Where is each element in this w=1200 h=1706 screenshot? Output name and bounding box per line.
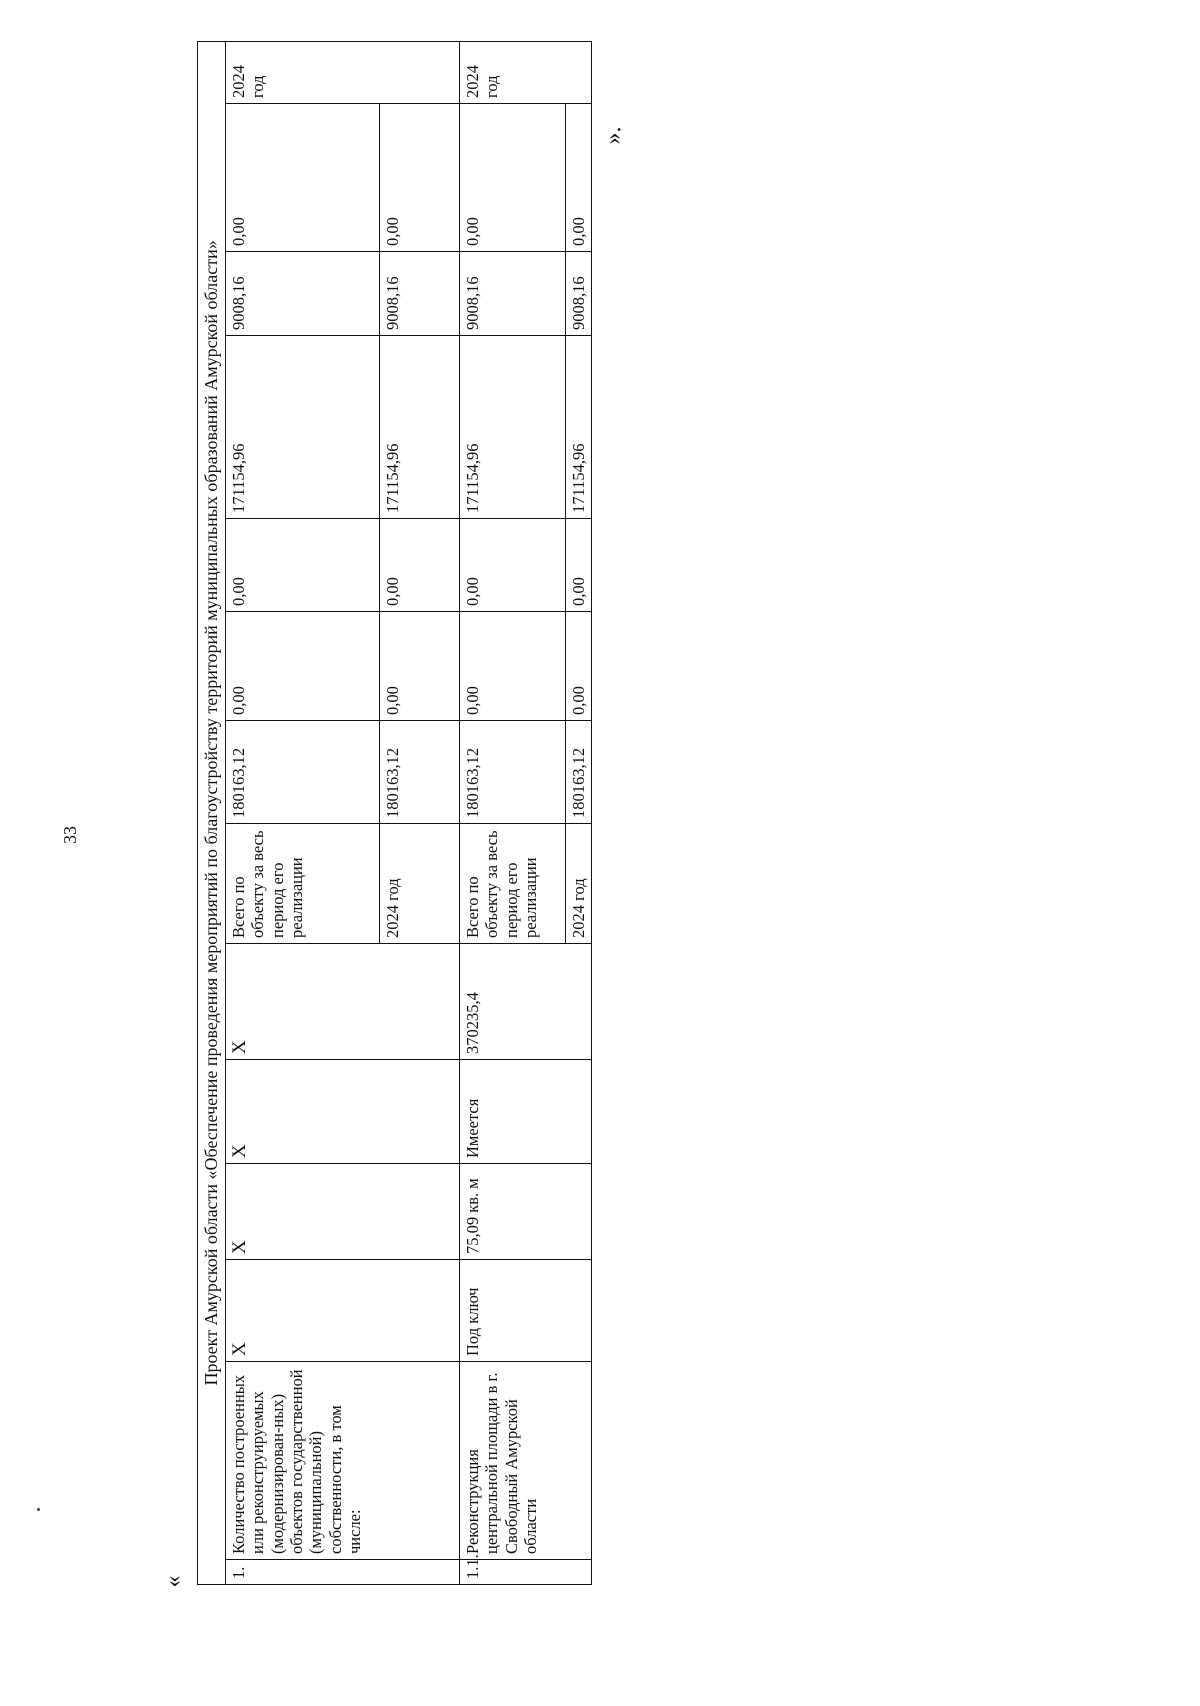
cell-c4: 370235,4 bbox=[460, 944, 592, 1060]
table-row bbox=[460, 41, 566, 1584]
cell-c2: 75,09 кв. м bbox=[460, 1164, 592, 1260]
year-v5: 9008,16 bbox=[380, 252, 460, 336]
total-v4: 171154,96 bbox=[226, 336, 380, 519]
total-v6: 0,00 bbox=[460, 104, 566, 252]
deadline: 2024 год bbox=[226, 41, 460, 103]
period-year-label: 2024 год bbox=[380, 824, 460, 944]
cell-c2: X bbox=[226, 1164, 460, 1260]
total-v4: 171154,96 bbox=[460, 336, 566, 519]
year-v2: 0,00 bbox=[566, 612, 592, 721]
table-row bbox=[226, 41, 380, 1584]
year-v1: 180163,12 bbox=[380, 721, 460, 824]
rotated-table bbox=[197, 65, 593, 1585]
closing-quote: ». bbox=[600, 126, 627, 145]
scan-speck bbox=[37, 1508, 40, 1511]
period-year-label: 2024 год bbox=[566, 824, 592, 944]
row-number: 1.1. bbox=[460, 1560, 592, 1585]
year-v3: 0,00 bbox=[566, 519, 592, 612]
cell-c4: X bbox=[226, 944, 460, 1060]
total-v1: 180163,12 bbox=[226, 721, 380, 824]
row-name: Реконструкция центральной площади в г. Свободный Амурской области bbox=[460, 1362, 592, 1560]
page-number: 33 bbox=[60, 826, 80, 844]
total-v1: 180163,12 bbox=[460, 721, 566, 824]
year-v3: 0,00 bbox=[380, 519, 460, 612]
total-v2: 0,00 bbox=[460, 612, 566, 721]
year-v4: 171154,96 bbox=[380, 336, 460, 519]
year-v5: 9008,16 bbox=[566, 252, 592, 336]
year-v4: 171154,96 bbox=[566, 336, 592, 519]
total-v5: 9008,16 bbox=[460, 252, 566, 336]
row-name: Количество построенных или реконструируемых (модернизирован-ных) объектов государственной (муниципальной) собственности, в том числе: bbox=[226, 1362, 460, 1560]
total-v6: 0,00 bbox=[226, 104, 380, 252]
total-v3: 0,00 bbox=[226, 519, 380, 612]
year-v6: 0,00 bbox=[380, 104, 460, 252]
project-table bbox=[197, 41, 592, 1585]
cell-c3: X bbox=[226, 1060, 460, 1164]
total-v5: 9008,16 bbox=[226, 252, 380, 336]
opening-quote: « bbox=[160, 1575, 187, 1588]
period-total-label: Всего по объекту за весь период его реализации bbox=[226, 824, 380, 944]
year-v1: 180163,12 bbox=[566, 721, 592, 824]
period-total-label: Всего по объекту за весь период его реализации bbox=[460, 824, 566, 944]
cell-c1: Под ключ bbox=[460, 1260, 592, 1362]
rotated-table-area bbox=[197, 65, 593, 1585]
year-v2: 0,00 bbox=[380, 612, 460, 721]
table-caption: Проект Амурской области «Обеспечение проведения мероприятий по благоустройству территорий муниципальных образований Амурской области» bbox=[198, 41, 226, 1584]
total-v2: 0,00 bbox=[226, 612, 380, 721]
row-number: 1. bbox=[226, 1560, 460, 1585]
total-v3: 0,00 bbox=[460, 519, 566, 612]
year-v6: 0,00 bbox=[566, 104, 592, 252]
cell-c1: X bbox=[226, 1260, 460, 1362]
caption-row bbox=[198, 41, 226, 1584]
cell-c3: Имеется bbox=[460, 1060, 592, 1164]
deadline: 2024 год bbox=[460, 41, 592, 103]
